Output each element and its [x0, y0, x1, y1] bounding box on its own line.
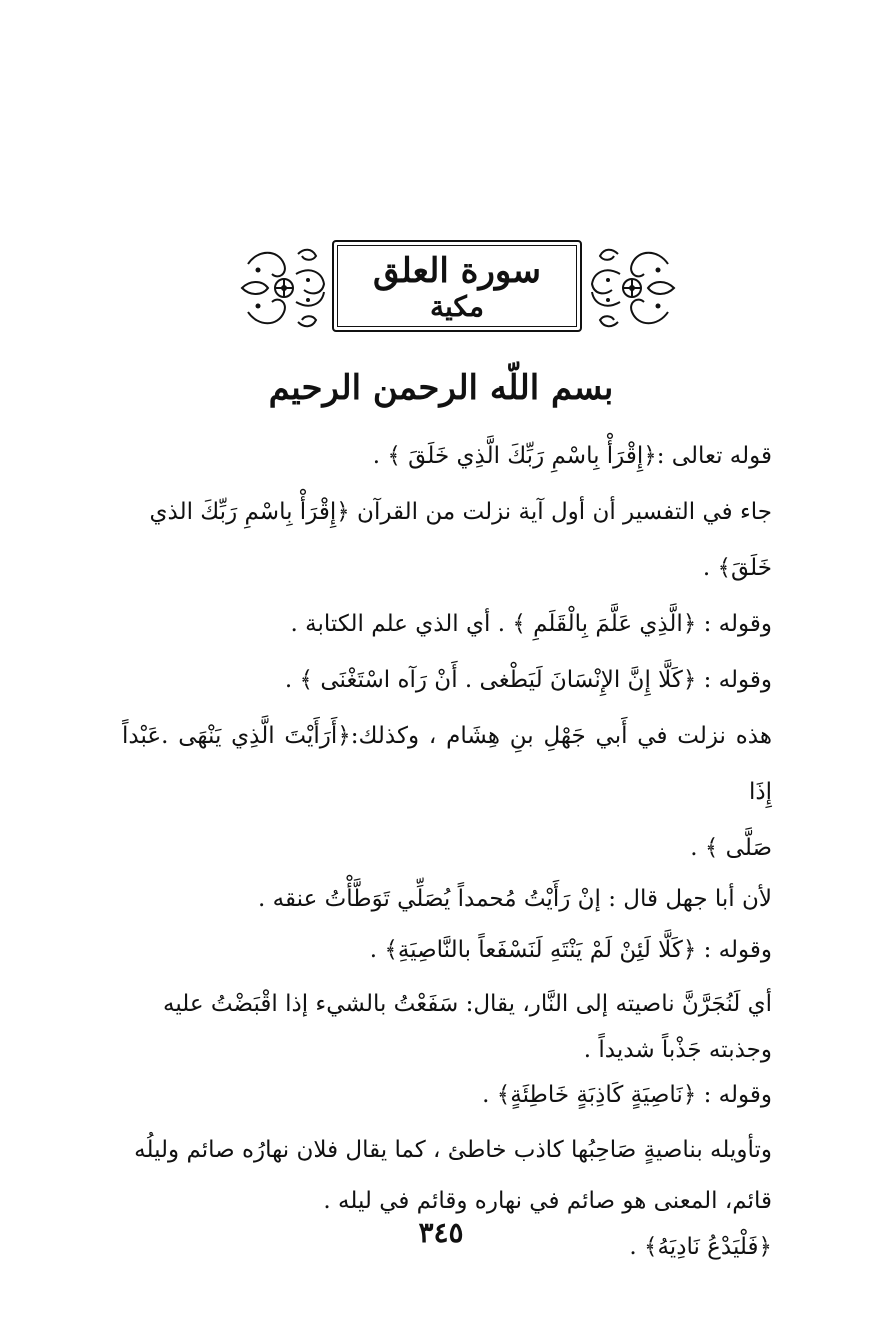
- paragraph-line: صَلَّى ﴾ .: [690, 835, 772, 861]
- basmala: بسم اللّه الرحمن الرحيم: [268, 368, 614, 408]
- page-number: ٣٤٥: [418, 1216, 464, 1249]
- surah-type: مكية: [430, 290, 484, 323]
- paragraph-line: وجذبته جَذْباً شديداً .: [583, 1037, 772, 1063]
- paragraph-line: وتأويله بناصيةٍ صَاحِبُها كاذب خاطئ ، كما يقال فلان نهارُه صائم وليلُه: [134, 1137, 772, 1163]
- paragraph-line: هذه نزلت في أَبي جَهْلِ بنِ هِشَام ، وكذلك:﴿أَرَأَيْتَ الَّذِي يَنْهَى .عَبْداً إِذَا: [122, 723, 772, 805]
- paragraph-line: ﴿فَلْيَدْعُ نَادِيَهُ﴾ .: [629, 1234, 772, 1260]
- paragraph-line: وقوله : ﴿الَّذِي عَلَّمَ بِالْقَلَمِ ﴾ . أي الذي علم الكتابة .: [290, 611, 772, 637]
- paragraph-line: خَلَقَ﴾ .: [702, 555, 772, 581]
- paragraph-line: لأن أبا جهل قال : إنْ رَأَيْتُ مُحمداً يُصَلِّي تَوَطَّأْتُ عنقه .: [258, 886, 772, 912]
- paragraph-line: جاء في التفسير أن أول آية نزلت من القرآن ﴿إِقْرَأْ بِاسْمِ رَبِّكَ الذي: [149, 499, 772, 525]
- paragraph-line: قائم، المعنى هو صائم في نهاره وقائم في ليله .: [323, 1188, 772, 1214]
- floral-ornament-icon: [586, 244, 678, 332]
- paragraph-line: قوله تعالى :﴿إِقْرَأْ بِاسْمِ رَبِّكَ الَّذِي خَلَقَ ﴾ .: [372, 443, 772, 469]
- surah-header: [238, 238, 678, 338]
- paragraph-line: أي لَنُجَرَّنَّ ناصيته إلى النَّار، يقال: سَفَعْتُ بالشيء إذا اقْبَضْتُ عليه: [163, 991, 772, 1017]
- body-text: [122, 428, 772, 1272]
- surah-title-box: [332, 240, 582, 332]
- surah-name: سورة العلق: [373, 251, 541, 291]
- floral-ornament-icon: [238, 244, 330, 332]
- paragraph-line: وقوله : ﴿كَلَّا لَئِنْ لَمْ يَنْتَهِ لَنَسْفَعاً بالنَّاصِيَةِ﴾ .: [369, 937, 772, 963]
- paragraph-line: وقوله : ﴿نَاصِيَةٍ كَاذِبَةٍ خَاطِئَةٍ﴾ .: [482, 1082, 772, 1108]
- paragraph-line: وقوله : ﴿كَلَّا إِنَّ الإِنْسَانَ لَيَطْغى . أَنْ رَآه اسْتَغْنَى ﴾ .: [284, 667, 772, 693]
